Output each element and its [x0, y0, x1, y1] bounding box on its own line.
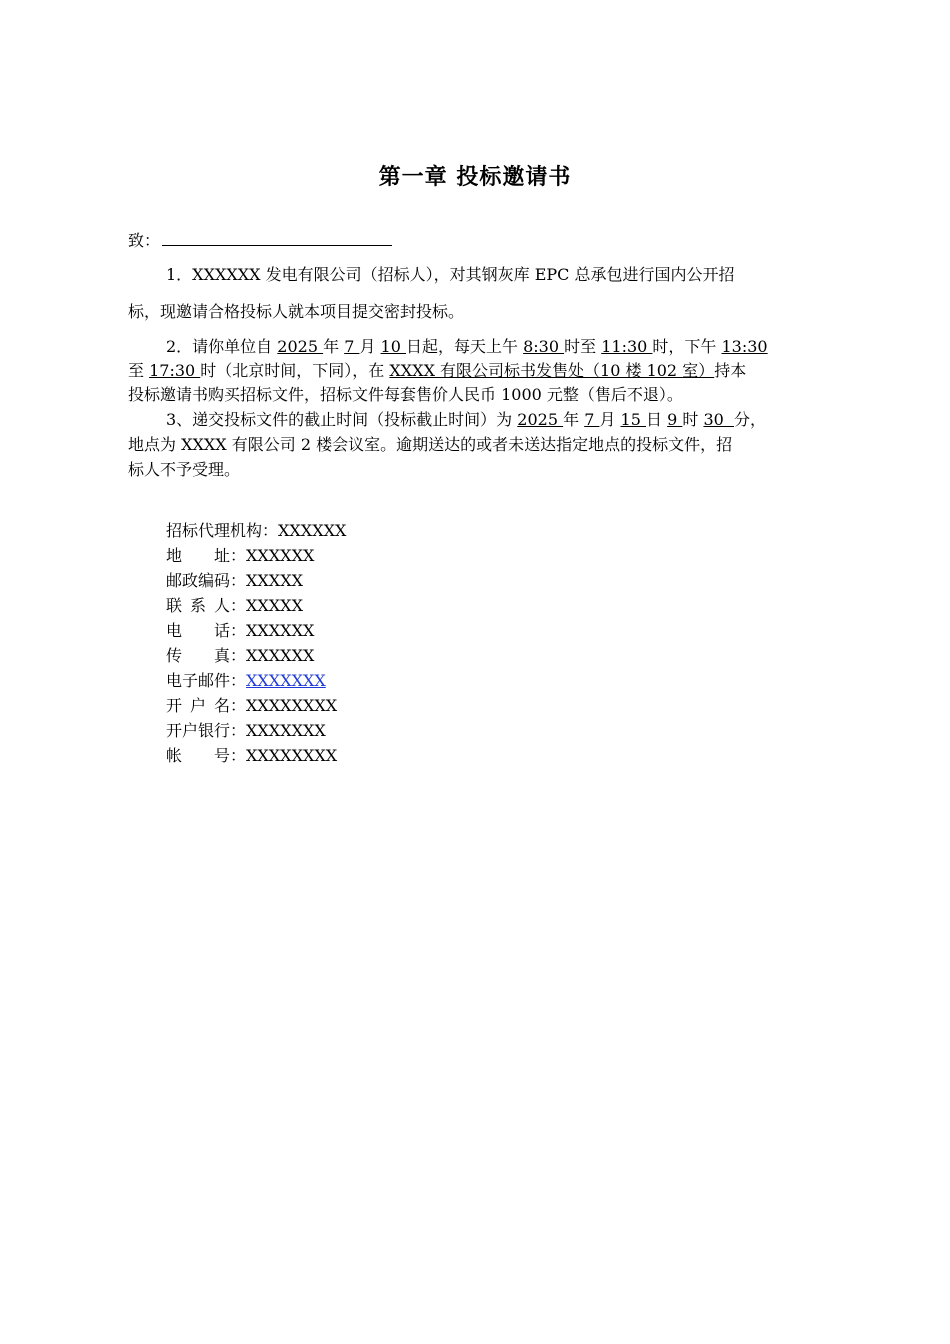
am-end-time: 11:30 — [601, 337, 653, 356]
contact-person-label: 联 系 人： — [166, 596, 246, 615]
contact-postcode — [166, 569, 303, 593]
contact-agency — [166, 519, 346, 543]
sale-start-month: 7 — [344, 337, 360, 356]
para1-line2: 标，现邀请合格投标人就本项目提交密封投标。 — [128, 302, 465, 321]
bank-label: 开户银行： — [166, 721, 247, 740]
pm-end-time: 17:30 — [149, 361, 201, 380]
text: 时（北京时间，下同），在 — [200, 361, 390, 380]
address-label: 地 址： — [166, 546, 246, 565]
deadline-day: 15 — [620, 410, 646, 429]
text: 3、递交投标文件的截止时间（投标截止时间）为 — [166, 410, 518, 429]
addressee-blank — [162, 229, 392, 246]
fax-value: XXXXXX — [246, 646, 315, 665]
text: 日起，每天上午 — [406, 337, 524, 356]
pm-start-time: 13:30 — [721, 337, 768, 356]
para3-line1 — [166, 408, 866, 432]
text: 月 — [599, 410, 621, 429]
agency-label: 招标代理机构： — [166, 521, 279, 540]
to-label: 致： — [128, 231, 161, 250]
fax-label: 传 真： — [166, 646, 246, 665]
addressee-line — [128, 229, 828, 253]
text: 分， — [733, 410, 766, 429]
contact-account-no — [166, 744, 337, 768]
text: 年 — [563, 410, 585, 429]
text: 至 — [128, 361, 150, 380]
account-no-label: 帐 号： — [166, 746, 246, 765]
sale-start-day: 10 — [380, 337, 406, 356]
sale-start-year: 2025 — [277, 337, 324, 356]
deadline-year: 2025 — [517, 410, 564, 429]
text: 2．请你单位自 — [166, 337, 278, 356]
phone-value: XXXXXX — [246, 621, 315, 640]
contact-person — [166, 594, 303, 618]
contact-address — [166, 544, 314, 568]
text: 时，下午 — [652, 337, 722, 356]
postcode-value: XXXXX — [246, 571, 303, 590]
text: 月 — [359, 337, 381, 356]
contact-person-value: XXXXX — [246, 596, 303, 615]
agency-value: XXXXXX — [278, 521, 347, 540]
para1-line1: 1．XXXXXX 发电有限公司（招标人），对其钢灰库 EPC 总承包进行国内公开招 — [166, 265, 735, 284]
para3-line3: 标人不予受理。 — [128, 460, 241, 479]
am-start-time: 8:30 — [523, 337, 565, 356]
contact-account-name — [166, 694, 337, 718]
email-label: 电子邮件： — [166, 671, 247, 690]
para2-line3: 投标邀请书购买招标文件，招标文件每套售价人民币 1000 元整（售后不退）。 — [128, 385, 683, 404]
text: 持本 — [714, 361, 747, 380]
account-name-label: 开 户 名： — [166, 696, 246, 715]
contact-email — [166, 669, 326, 693]
address-value: XXXXXX — [246, 546, 315, 565]
para2-line1 — [166, 335, 866, 359]
deadline-minute: 30 — [703, 410, 734, 429]
text: 日 — [646, 410, 668, 429]
account-name-value: XXXXXXXX — [246, 696, 338, 715]
bank-value: XXXXXXX — [246, 721, 326, 740]
postcode-label: 邮政编码： — [166, 571, 247, 590]
text: 年 — [323, 337, 345, 356]
para3-line2: 地点为 XXXX 有限公司 2 楼会议室。逾期送达的或者未送达指定地点的投标文件，招 — [128, 435, 733, 454]
para2-line2 — [128, 359, 828, 383]
contact-phone — [166, 619, 314, 643]
sale-location: XXXX 有限公司标书发售处（10 楼 102 室） — [389, 361, 715, 380]
account-no-value: XXXXXXXX — [246, 746, 338, 765]
text: 时至 — [564, 337, 602, 356]
chapter-title: 第一章 投标邀请书 — [378, 164, 572, 190]
contact-fax — [166, 644, 314, 668]
contact-bank — [166, 719, 326, 743]
text: 时 — [682, 410, 704, 429]
deadline-hour: 9 — [667, 410, 683, 429]
email-link[interactable]: XXXXXXX — [246, 671, 326, 690]
deadline-month: 7 — [584, 410, 600, 429]
phone-label: 电 话： — [166, 621, 246, 640]
